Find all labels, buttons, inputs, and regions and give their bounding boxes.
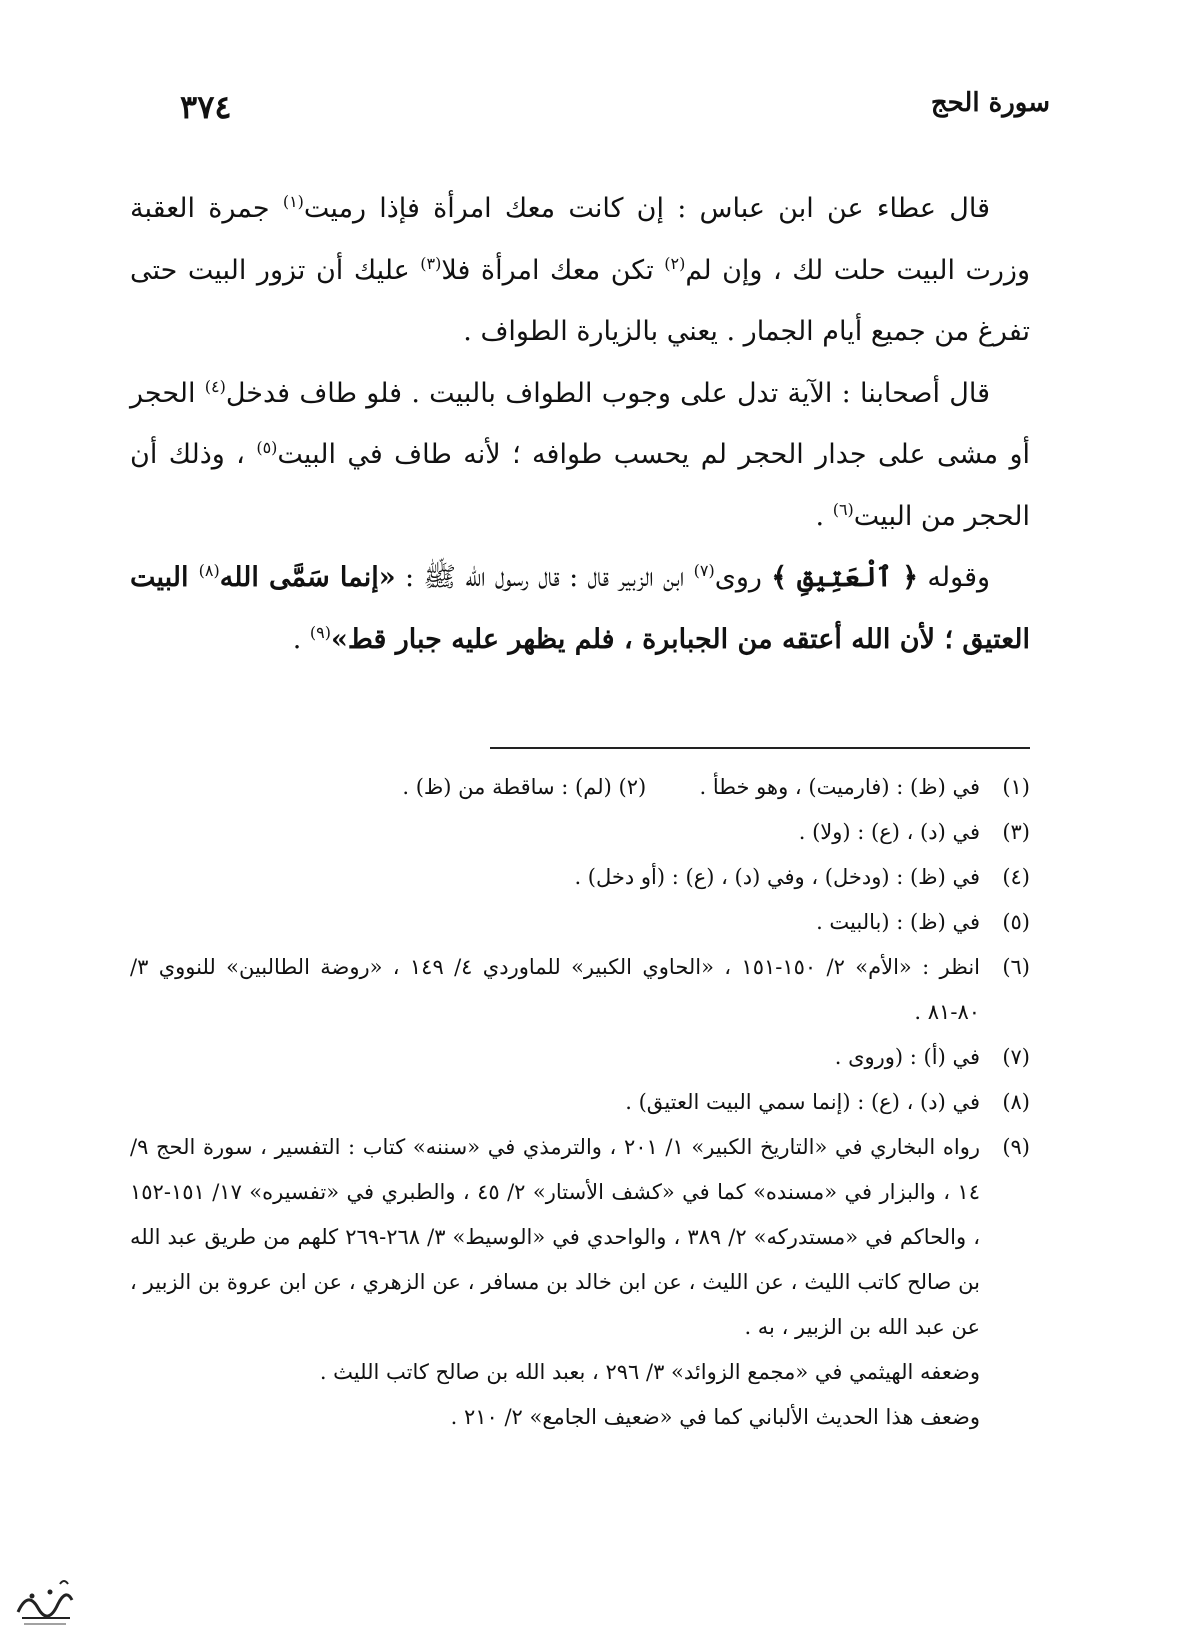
footnote-text: في (ظ) : (بالبيت . <box>816 910 980 934</box>
footnote-separator <box>490 747 1030 749</box>
footnote-ref-5: (٥) <box>256 438 278 457</box>
footnote-9 <box>130 1125 1030 1350</box>
paragraph-2 <box>130 363 1030 548</box>
footnote-4 <box>130 855 1030 900</box>
publisher-logo <box>10 1570 80 1630</box>
footnote-number: (٦) <box>1002 955 1030 979</box>
text-run: الحجر أو مشى على جدار الحجر لم يحسب طوافه ؛ لأنه طاف في البيت <box>130 377 1030 470</box>
footnote-6 <box>130 945 1030 1035</box>
footnote-number: (١) <box>1002 775 1030 799</box>
footnote-5 <box>130 900 1030 945</box>
page-number: ٣٧٤ <box>180 88 232 126</box>
footnote-ref-9: (٩) <box>309 622 331 642</box>
text-run: قال عطاء عن ابن عباس : إن كانت معك امرأة فإذا رميت <box>303 193 990 224</box>
page-header <box>180 88 1050 138</box>
footnote-ref-7: (٧) <box>693 561 715 580</box>
paragraph-3 <box>130 547 1030 670</box>
footnote-number: (٢) <box>618 775 647 799</box>
paragraph-1 <box>130 178 1030 363</box>
footnote-number: (٤) <box>1002 865 1030 889</box>
footnote-9-extra-1: وضعفه الهيثمي في «مجمع الزوائد» ٣/ ٢٩٦ ، بعبد الله بن صالح كاتب الليث . <box>319 1360 980 1384</box>
main-text <box>130 178 1030 670</box>
text-run: روى <box>714 562 772 593</box>
text-run: . <box>815 500 833 532</box>
text-run: . <box>292 623 310 655</box>
footnote-text: في (ظ) : (ودخل) ، وفي (د) ، (ع) : (أو دخل) . <box>574 865 980 889</box>
footnote-ref-3: (٣) <box>420 253 442 273</box>
footnote-number: (٨) <box>1002 1090 1030 1114</box>
footnote-ref-8: (٨) <box>198 561 220 580</box>
footnote-ref-6: (٦) <box>832 499 854 519</box>
footnote-ref-4: (٤) <box>204 376 226 396</box>
footnote-number: (٧) <box>1002 1045 1030 1069</box>
footnote-7 <box>130 1035 1030 1080</box>
text-run: جمرة العقبة وزرت البيت حلت لك ، وإن لم <box>130 193 1031 286</box>
footnote-ref-1: (١) <box>282 192 304 211</box>
text-run: عليك أن تزور البيت حتى تفرغ من جميع أيام الجمار . يعني بالزيارة الطواف . <box>130 254 1030 347</box>
footnote-text: انظر : «الأم» ٢/ ١٥٠-١٥١ ، «الحاوي الكبير» للماوردي ٤/ ١٤٩ ، «روضة الطالبين» للنووي ٣/ ٨٠-٨١ . <box>130 955 980 1024</box>
text-run: ابن الزبير قال : قال رسول الله ﷺ : <box>395 562 694 593</box>
text-run: تكن معك امرأة فلا <box>441 254 665 286</box>
footnote-text: رواه البخاري في «التاريخ الكبير» ١/ ٢٠١ ، والترمذي في «سننه» كتاب : التفسير ، سورة الحج ٩/ ١٤ ، والبزار في «مسنده» كما في «كشف الأستار» ٢/ ٤٥ ، والطبري في «تفسيره» ١٧/ ١٥١-١٥٢ ، والحاكم في «مستدركه» ٢/ ٣٨٩ ، والواحدي في «الوسيط» ٣/ ٢٦٨-٢٦٩ كلهم من طريق عبد الله بن صالح كاتب الليث ، عن الليث ، عن ابن خالد بن مسافر ، عن الزهري ، عن ابن عروة بن الزبير ، عن عبد الله بن الزبير ، به . <box>130 1135 980 1339</box>
footnote-text: في (د) ، (ع) : (إنما سمي البيت العتيق) . <box>625 1090 980 1114</box>
text-run: ، وذلك أن الحجر من البيت <box>130 439 1030 532</box>
footnote-9-extra-2: وضعف هذا الحديث الألباني كما في «ضعيف الجامع» ٢/ ٢١٠ . <box>450 1405 980 1429</box>
text-run: وقوله <box>918 562 991 593</box>
footnote-number: (٣) <box>1002 820 1030 844</box>
footnote-text: في (أ) : (وروى . <box>834 1045 980 1069</box>
footnote-8 <box>130 1080 1030 1125</box>
footnote-3 <box>130 810 1030 855</box>
surah-title: سورة الحج <box>930 88 1050 118</box>
footnote-text: (لم) : ساقطة من (ظ) . <box>402 775 612 799</box>
footnote-text: في (د) ، (ع) : (ولا) . <box>798 820 980 844</box>
quran-quote: ﴿ ٱلْعَتِيقِ ﴾ <box>771 562 919 593</box>
footnote-1-2 <box>130 765 1030 810</box>
hadith-text: «إنما سَمَّى الله <box>219 562 396 593</box>
footnote-number: (٥) <box>1002 910 1030 934</box>
hadith-text: البيت العتيق ؛ لأن الله أعتقه من الجبابرة ، فلم يظهر عليه جبار قط» <box>130 562 1030 655</box>
footnotes <box>130 765 1030 1440</box>
footnote-number: (٩) <box>1002 1135 1030 1159</box>
footnote-text: في (ظ) : (فارميت) ، وهو خطأ . <box>699 775 980 799</box>
footnote-ref-2: (٢) <box>664 253 686 273</box>
text-run: قال أصحابنا : الآية تدل على وجوب الطواف بالبيت . فلو طاف فدخل <box>225 377 990 409</box>
